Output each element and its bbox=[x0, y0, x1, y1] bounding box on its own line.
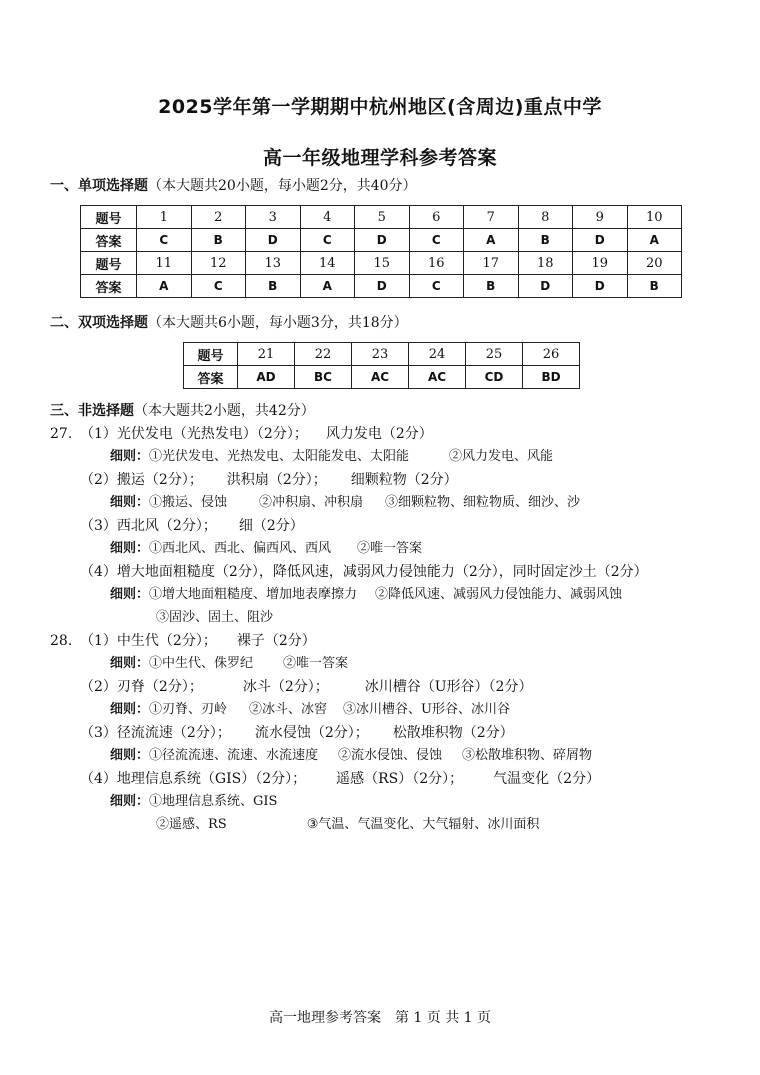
answer-cell: A bbox=[464, 229, 519, 252]
answer-cell: A bbox=[627, 229, 682, 252]
section1-heading-line bbox=[50, 177, 417, 195]
answer-cell: B bbox=[518, 229, 573, 252]
detail-text: ②遥感、RS bbox=[156, 817, 227, 832]
answer-text: （3）西北风（2分）； bbox=[80, 518, 217, 534]
detail-text: ①光伏发电、光热发电、太阳能发电、太阳能 bbox=[149, 449, 410, 464]
question-number: 2 bbox=[191, 206, 246, 229]
detail-text: ①刃脊、刃岭 bbox=[149, 702, 228, 717]
section2-heading: 二、双项选择题 bbox=[50, 315, 148, 331]
section1-number-row bbox=[81, 252, 682, 275]
q27-part1-answer bbox=[80, 425, 433, 443]
q27-part4-detail bbox=[110, 586, 622, 604]
answer-text: 风力发电（2分） bbox=[325, 426, 433, 442]
q27-part1-detail bbox=[110, 448, 553, 466]
q28-part1-detail bbox=[110, 655, 348, 673]
q27-number: 27. bbox=[50, 426, 73, 442]
answer-cell: A bbox=[300, 275, 355, 298]
detail-label: 细则： bbox=[110, 748, 150, 763]
section1-heading: 一、单项选择题 bbox=[50, 178, 148, 194]
answer-cell: CD bbox=[466, 366, 523, 389]
document-title: 2025学年第一学期期中杭州地区(含周边)重点中学 bbox=[158, 96, 602, 118]
answer-cell: AC bbox=[409, 366, 466, 389]
section2-number-row bbox=[184, 343, 580, 366]
detail-text: ②冲积扇、冲积扇 bbox=[259, 495, 364, 510]
answer-cell: AC bbox=[352, 366, 409, 389]
answer-text: 松散堆积物（2分） bbox=[392, 725, 514, 741]
answer-cell: B bbox=[464, 275, 519, 298]
question-number: 5 bbox=[355, 206, 410, 229]
question-number: 3 bbox=[246, 206, 301, 229]
question-number: 14 bbox=[300, 252, 355, 275]
answer-text: （1）中生代（2分）； bbox=[80, 633, 217, 649]
answer-text: 细（2分） bbox=[238, 518, 304, 534]
section1-number-row bbox=[81, 206, 682, 229]
answer-text: 冰川槽谷（U形谷）（2分） bbox=[364, 679, 533, 695]
answer-text: （4）增大地面粗糙度（2分），降低风速，减弱风力侵蚀能力（2分），同时固定沙土（2分） bbox=[80, 564, 648, 580]
detail-label: 细则： bbox=[110, 702, 150, 717]
answer-cell: A bbox=[137, 275, 192, 298]
answer-cell: C bbox=[137, 229, 192, 252]
row-label: 题号 bbox=[184, 343, 238, 366]
section2-answer-table bbox=[183, 342, 580, 389]
question-number: 24 bbox=[409, 343, 466, 366]
q28-part3-detail bbox=[110, 747, 592, 765]
detail-text: ①中生代、侏罗纪 bbox=[149, 656, 254, 671]
row-label: 答案 bbox=[81, 229, 137, 252]
answer-text: （2）搬运（2分）； bbox=[80, 472, 203, 488]
row-label: 答案 bbox=[184, 366, 238, 389]
answer-text: 洪积扇（2分）； bbox=[226, 472, 327, 488]
question-number: 26 bbox=[523, 343, 580, 366]
detail-text: ②风力发电、风能 bbox=[449, 449, 554, 464]
detail-text: ③冰川槽谷、U形谷、冰川谷 bbox=[343, 702, 511, 717]
detail-text: ②流水侵蚀、侵蚀 bbox=[338, 748, 443, 763]
detail-text: ③固沙、固土、阻沙 bbox=[156, 610, 274, 625]
detail-text: ①搬运、侵蚀 bbox=[149, 495, 228, 510]
q28-number: 28. bbox=[50, 633, 73, 649]
detail-text: ①径流流速、流速、水流速度 bbox=[149, 748, 319, 763]
section3-heading: 三、非选择题 bbox=[50, 403, 134, 419]
question-number: 23 bbox=[352, 343, 409, 366]
answer-cell: D bbox=[355, 229, 410, 252]
answer-text: 气温变化（2分） bbox=[493, 771, 601, 787]
detail-label: 细则： bbox=[110, 449, 150, 464]
question-number: 22 bbox=[295, 343, 352, 366]
detail-label: 细则： bbox=[110, 587, 150, 602]
question-number: 15 bbox=[355, 252, 410, 275]
q28-part2-detail bbox=[110, 701, 510, 719]
answer-cell: C bbox=[191, 275, 246, 298]
q28-part1-answer bbox=[80, 632, 316, 650]
question-number: 12 bbox=[191, 252, 246, 275]
q28-part2-answer bbox=[80, 678, 532, 696]
detail-label: 细则： bbox=[110, 656, 150, 671]
detail-text: ②唯一答案 bbox=[357, 541, 423, 556]
question-number: 10 bbox=[627, 206, 682, 229]
section3-note: （本大题共2小题，共42分） bbox=[134, 403, 315, 419]
q28-part4-detail-continued bbox=[156, 816, 539, 834]
question-number: 17 bbox=[464, 252, 519, 275]
detail-label: 细则： bbox=[110, 541, 150, 556]
answer-text: （1）光伏发电（光热发电）（2分）； bbox=[80, 426, 308, 442]
q27-part3-detail bbox=[110, 540, 422, 558]
answer-text: （4）地理信息系统（GIS）（2分）； bbox=[80, 771, 307, 787]
answer-cell: BD bbox=[523, 366, 580, 389]
detail-text: ①增大地面粗糙度、增加地表摩擦力 bbox=[149, 587, 358, 602]
answer-cell: C bbox=[409, 275, 464, 298]
detail-label: 细则： bbox=[110, 794, 150, 809]
q27-part2-detail bbox=[110, 494, 580, 512]
q27-part2-answer bbox=[80, 471, 458, 489]
question-number: 7 bbox=[464, 206, 519, 229]
question-number: 18 bbox=[518, 252, 573, 275]
section3-heading-line bbox=[50, 402, 315, 420]
answer-cell: D bbox=[355, 275, 410, 298]
row-label: 题号 bbox=[81, 252, 137, 275]
detail-text: ③细颗粒物、细粒物质、细沙、沙 bbox=[385, 495, 581, 510]
row-label: 题号 bbox=[81, 206, 137, 229]
detail-text: ①西北风、西北、偏西风、西风 bbox=[149, 541, 332, 556]
q28-part3-answer bbox=[80, 724, 514, 742]
answer-cell: D bbox=[573, 275, 628, 298]
detail-text: ③松散堆积物、碎屑物 bbox=[462, 748, 593, 763]
answer-text: （3）径流流速（2分）； bbox=[80, 725, 231, 741]
question-number: 21 bbox=[238, 343, 295, 366]
detail-text: ②唯一答案 bbox=[283, 656, 349, 671]
page-footer: 高一地理参考答案 第 1 页 共 1 页 bbox=[268, 1010, 492, 1026]
q27-part4-detail-continued bbox=[156, 609, 273, 627]
answer-cell: BC bbox=[295, 366, 352, 389]
answer-cell: D bbox=[246, 229, 301, 252]
detail-text: ③气温、气温变化、大气辐射、冰川面积 bbox=[306, 817, 540, 832]
question-number: 9 bbox=[573, 206, 628, 229]
section1-answer-row bbox=[81, 275, 682, 298]
section1-note: （本大题共20小题，每小题2分，共40分） bbox=[148, 178, 417, 194]
answer-cell: B bbox=[627, 275, 682, 298]
question-number: 16 bbox=[409, 252, 464, 275]
answer-text: 流水侵蚀（2分）； bbox=[254, 725, 369, 741]
question-number: 1 bbox=[137, 206, 192, 229]
section1-answer-row bbox=[81, 229, 682, 252]
question-number: 11 bbox=[137, 252, 192, 275]
row-label: 答案 bbox=[81, 275, 137, 298]
question-number: 19 bbox=[573, 252, 628, 275]
question-number: 20 bbox=[627, 252, 682, 275]
q27-part4-answer bbox=[80, 563, 648, 581]
section2-heading-line bbox=[50, 314, 408, 332]
answer-cell: C bbox=[409, 229, 464, 252]
answer-text: 裸子（2分） bbox=[236, 633, 316, 649]
detail-text: ②冰斗、冰窖 bbox=[249, 702, 328, 717]
section1-answer-table bbox=[80, 205, 682, 298]
answer-cell: B bbox=[191, 229, 246, 252]
q28-part4-answer bbox=[80, 770, 600, 788]
question-number: 6 bbox=[409, 206, 464, 229]
answer-text: 冰斗（2分）； bbox=[242, 679, 329, 695]
answer-cell: B bbox=[246, 275, 301, 298]
section2-note: （本大题共6小题，每小题3分，共18分） bbox=[148, 315, 408, 331]
section2-answer-row bbox=[184, 366, 580, 389]
question-number: 4 bbox=[300, 206, 355, 229]
answer-cell: D bbox=[518, 275, 573, 298]
q28-part4-detail bbox=[110, 793, 277, 811]
answer-cell: D bbox=[573, 229, 628, 252]
question-number: 8 bbox=[518, 206, 573, 229]
question-number: 13 bbox=[246, 252, 301, 275]
q27-part3-answer bbox=[80, 517, 304, 535]
detail-text: ①地理信息系统、GIS bbox=[149, 794, 278, 809]
answer-text: 细颗粒物（2分） bbox=[350, 472, 458, 488]
answer-cell: C bbox=[300, 229, 355, 252]
detail-label: 细则： bbox=[110, 495, 150, 510]
answer-text: （2）刃脊（2分）； bbox=[80, 679, 203, 695]
answer-cell: AD bbox=[238, 366, 295, 389]
document-subtitle: 高一年级地理学科参考答案 bbox=[262, 147, 497, 169]
question-number: 25 bbox=[466, 343, 523, 366]
answer-text: 遥感（RS）（2分）； bbox=[336, 771, 464, 787]
detail-text: ②降低风速、减弱风力侵蚀能力、减弱风蚀 bbox=[375, 587, 623, 602]
